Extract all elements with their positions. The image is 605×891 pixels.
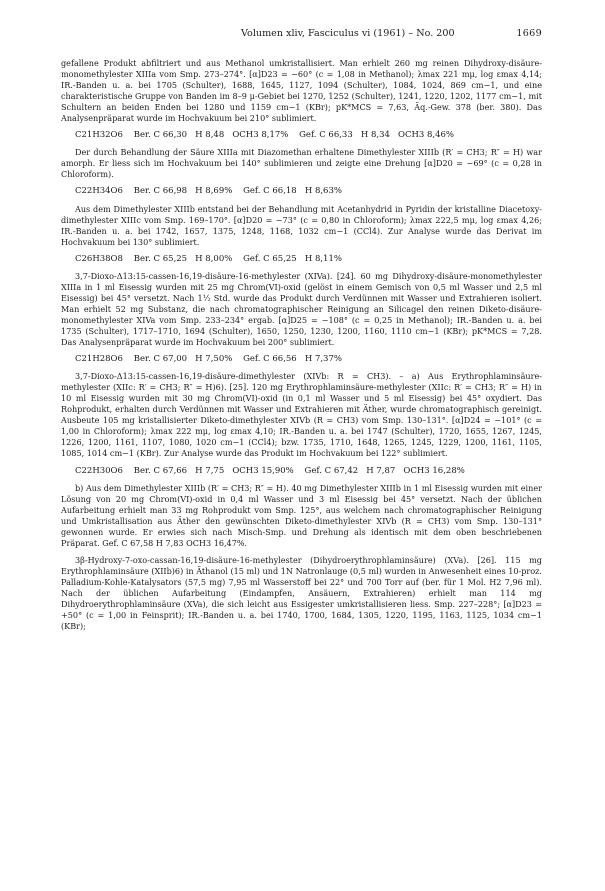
paragraph-xiva: 3,7-Dioxo-Δ13:15-cassen-16,19-disäure-16-methylester (XIVa). [24]. 60 mg Dihydroxy-disäure-monomethylester XIIIa in 1 ml Eisessig wurden mit 25 mg Chrom(VI)-oxid (gelöst in einem Gemisch von 0,5 ml Wasser und 2,5 ml Eisessig) bei 45° versetzt. Nach 1½ Std. wurde das Produkt durch Verdünnen mit Wasser und Extrahieren isoliert. Man erhielt 52 mg Substanz, die nach chromatographischer Reinigung an Silicagel den reinen Diketo-disäure-monomethylester XIVa vom Smp. 233–234° ergab. [α]D25 = −108° (c = 0,25 in Methanol); IR.-Banden u. a. bei 1735 (Schulter), 1717–1710, 1694 (Schulter), 1650, 1250, 1230, 1200, 1160, 1110 cm−1 (KBr); pK*MCS = 7,28. Das Analysenpräparat wurde im Hochvakuum bei 200° sublimiert.	[61, 270, 542, 348]
running-title: Volumen xliv, Fasciculus vi (1961) – No. 200	[241, 28, 455, 39]
analysis-line: C21H32O6 Ber. C 66,30 H 8,48 OCH3 8,17% Gef. C 66,33 H 8,34 OCH3 8,46%	[75, 130, 454, 141]
analysis-line: C21H28O6 Ber. C 67,00 H 7,50% Gef. C 66,56 H 7,37%	[75, 354, 342, 365]
page-number: 1669	[516, 28, 542, 39]
paragraph-xva: 3β-Hydroxy-7-oxo-cassan-16,19-disäure-16-methylester (Dihydroerythrophlaminsäure) (XVa). [26]. 115 mg Erythrophlaminsäure (XIIb)6) in Äthanol (15 ml) und 1N Natronlauge (0,5 ml) wurden in Anwesenheit eines 10-proz. Palladium-Kohle-Katalysators (57,5 mg) 7,95 ml Wasserstoff bei 22° und 700 Torr auf (ber. für 1 Mol. H2 7,96 ml). Nach der üblichen Aufarbeitung (Eindampfen, Ansäuern, Extrahieren) erhielt man 114 mg Dihydroerythrophlaminsäure (XVa), die sich leicht aus Essigester umkristallisieren liess. Smp. 227–228°; [α]D23 = +50° (c = 1,00 in Feinsprit); IR.-Banden u. a. bei 1740, 1700, 1684, 1305, 1220, 1195, 1163, 1125, 1034 cm−1 (KBr);	[61, 554, 542, 632]
paragraph-continuation: gefallene Produkt abfiltriert und aus Methanol umkristallisiert. Man erhielt 260 mg reinen Dihydroxy-disäure-monomethylester XIIIa vom Smp. 273–274°. [α]D23 = −60° (c = 1,08 in Methanol); λmax 221 mμ, log εmax 4,14; IR.-Banden u. a. bei 1705 (Schulter), 1688, 1645, 1127, 1094 (Schulter), 1084, 1024, 869 cm−1, und eine charakteristische Gruppe von Banden im 8–9 μ-Gebiet bei 1270, 1252 (Schulter), 1241, 1220, 1202, 1177 cm−1, mit Schultern an beiden Enden bei 1280 und 1159 cm−1 (KBr); pK*MCS = 7,63, Äq.-Gew. 378 (ber. 380). Das Analysenpräparat wurde im Hochvakuum bei 210° sublimiert.	[61, 58, 542, 124]
paragraph-diacetoxy: Aus dem Dimethylester XIIIb entstand bei der Behandlung mit Acetanhydrid in Pyridin der kristalline Diacetoxy-dimethylester XIIIc vom Smp. 169–170°. [α]D20 = −73° (c = 0,80 in Chloroform); λmax 222,5 mμ, log εmax 4,26; IR.-Banden u. a. bei 1742, 1657, 1375, 1248, 1168, 1032 cm−1 (CCl4). Zur Analyse wurde das Derivat im Hochvakuum bei 130° sublimiert.	[61, 203, 542, 247]
paragraph-xivb-b: b) Aus dem Dimethylester XIIIb (R′ = CH3; R″ = H). 40 mg Dimethylester XIIIb in 1 ml Eisessig wurden mit einer Lösung von 20 mg Chrom(VI)-oxid in 0,4 ml Wasser und 3 ml Eisessig bei 45° versetzt. Nach der üblichen Aufarbeitung erhielt man 33 mg Rohprodukt vom Smp. 125°, aus welchem nach chromatographischer Reinigung und Umkristallisation aus Äther den gewünschten Diketo-dimethylester XIVb (R = CH3) vom Smp. 130–131° gewonnen wurde. Er erwies sich nach Misch-Smp. und Drehung als identisch mit dem oben beschriebenen Präparat. Gef. C 67,58 H 7,83 OCH3 16,47%.	[61, 482, 542, 548]
running-header	[61, 28, 542, 46]
analysis-line: C22H30O6 Ber. C 67,66 H 7,75 OCH3 15,90% Gef. C 67,42 H 7,87 OCH3 16,28%	[75, 465, 465, 476]
paragraph-dimethylester: Der durch Behandlung der Säure XIIIa mit Diazomethan erhaltene Dimethylester XIIIb (R′ = CH3; R″ = H) war amorph. Er liess sich im Hochvakuum bei 140° sublimieren und zeigte eine Drehung [α]D20 = −69° (c = 0,28 in Chloroform).	[61, 147, 542, 180]
paragraph-xivb-a: 3,7-Dioxo-Δ13:15-cassen-16,19-disäure-dimethylester (XIVb: R = CH3). – a) Aus Erythrophlaminsäure-methylester (XIIc: R′ = CH3; R″ = H)6). [25]. 120 mg Erythrophlaminsäure-methylester (XIIc: R′ = CH3; R″ = H) in 10 ml Eisessig wurden mit 30 mg Chrom(VI)-oxid (in 0,1 ml Wasser und 5 ml Eisessig) bei 45° oxydiert. Das Rohprodukt, erhalten durch Verdünnen mit Wasser und Extrahieren mit Äther, wurde chromatographisch gereinigt. Ausbeute 105 mg kristallisierter Diketo-dimethylester XIVb (R = CH3) vom Smp. 130–131°. [α]D24 = −101° (c = 1,00 in Chloroform); λmax 222 mμ, log εmax 4,10; IR.-Banden u. a. bei 1747 (Schulter), 1720, 1655, 1267, 1245, 1226, 1200, 1161, 1107, 1080, 1020 cm−1 (CCl4); bzw. 1735, 1710, 1648, 1265, 1245, 1229, 1200, 1161, 1105, 1085, 1014 cm−1 (KBr). Zur Analyse wurde das Produkt im Hochvakuum bei 122° sublimiert.	[61, 371, 542, 459]
analysis-line: C26H38O8 Ber. C 65,25 H 8,00% Gef. C 65,25 H 8,11%	[75, 253, 342, 264]
analysis-line: C22H34O6 Ber. C 66,98 H 8,69% Gef. C 66,18 H 8,63%	[75, 186, 342, 197]
